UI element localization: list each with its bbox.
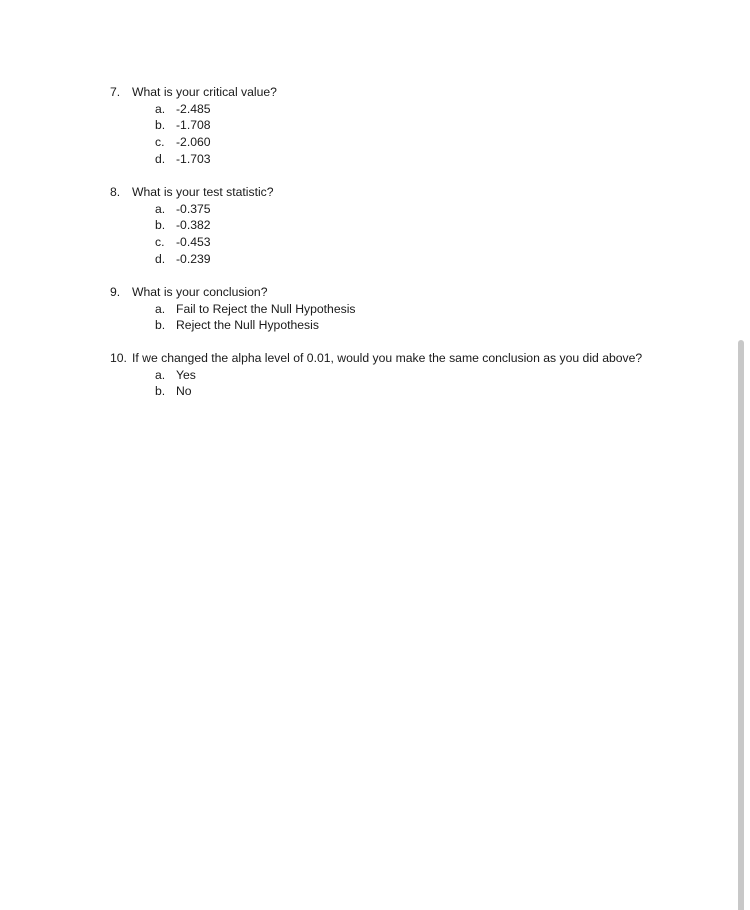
option-text: Yes (176, 367, 196, 382)
option-letter: a. (155, 301, 166, 316)
option-letter: a. (155, 201, 166, 216)
option-8c (110, 234, 274, 251)
option-letter: b. (155, 384, 166, 399)
question-line (110, 284, 356, 301)
option-8d (110, 251, 274, 268)
option-7d (110, 151, 277, 168)
option-7c (110, 134, 277, 151)
option-letter: b. (155, 218, 166, 233)
option-9a (110, 301, 356, 318)
question-number: 9. (110, 285, 121, 299)
option-text: -2.485 (176, 101, 211, 116)
option-7a (110, 101, 277, 118)
option-letter: b. (155, 318, 166, 333)
option-10b (110, 383, 642, 400)
option-letter: d. (155, 251, 166, 266)
question-text: What is your conclusion? (132, 285, 268, 299)
option-text: No (176, 384, 192, 399)
option-letter: d. (155, 151, 166, 166)
question-9 (110, 284, 356, 334)
option-text: Reject the Null Hypothesis (176, 318, 319, 333)
option-letter: b. (155, 118, 166, 133)
question-number: 7. (110, 85, 121, 99)
question-text: What is your critical value? (132, 85, 277, 99)
question-line (110, 184, 274, 201)
option-9b (110, 317, 356, 334)
option-text: -0.375 (176, 201, 211, 216)
question-8 (110, 184, 274, 268)
option-letter: c. (155, 135, 165, 150)
option-letter: a. (155, 367, 166, 382)
option-text: -0.382 (176, 218, 211, 233)
question-10 (110, 350, 642, 400)
question-text: What is your test statistic? (132, 185, 274, 199)
option-text: -1.703 (176, 151, 211, 166)
option-10a (110, 367, 642, 384)
question-number: 8. (110, 185, 121, 199)
option-text: -2.060 (176, 135, 211, 150)
question-text: If we changed the alpha level of 0.01, would you make the same conclusion as you did above? (132, 351, 643, 365)
option-7b (110, 117, 277, 134)
option-text: Fail to Reject the Null Hypothesis (176, 301, 356, 316)
option-letter: c. (155, 235, 165, 250)
question-7 (110, 84, 277, 168)
option-8a (110, 201, 274, 218)
option-text: -1.708 (176, 118, 211, 133)
option-letter: a. (155, 101, 166, 116)
question-number: 10. (110, 351, 127, 365)
question-line (110, 84, 277, 101)
question-line (110, 350, 642, 367)
vertical-scrollbar[interactable] (738, 340, 744, 910)
option-text: -0.453 (176, 235, 211, 250)
option-text: -0.239 (176, 251, 211, 266)
option-8b (110, 217, 274, 234)
